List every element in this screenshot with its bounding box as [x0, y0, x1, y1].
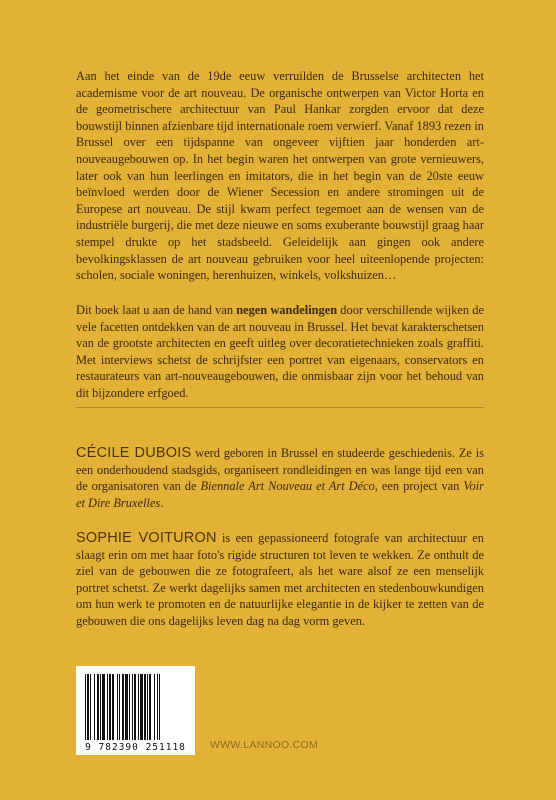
barcode-bar	[140, 674, 143, 740]
barcode-bar	[154, 674, 155, 740]
barcode-bar	[129, 674, 130, 740]
author-bio-1-text-b: , een project van	[374, 479, 464, 494]
barcode-bar	[147, 674, 148, 740]
barcode-bar	[90, 674, 91, 740]
barcode-bar	[144, 674, 146, 740]
barcode-bar	[157, 674, 158, 740]
barcode-bar	[109, 674, 111, 740]
publisher-website: WWW.LANNOO.COM	[210, 739, 319, 751]
author-bio-1	[76, 445, 484, 511]
barcode-bar	[107, 674, 108, 740]
author-bio-1-italic-a: Biennale Art Nouveau et Art Déco	[200, 479, 375, 494]
isbn-barcode	[76, 666, 195, 755]
author-name-1: CÉCILE DUBOIS	[76, 445, 192, 461]
barcode-bar	[138, 674, 139, 740]
section-divider	[76, 407, 484, 408]
author-name-2: SOPHIE VOITURON	[76, 530, 217, 546]
intro-paragraph-2-highlight: negen wandelingen	[236, 303, 338, 317]
author-bio-2-text: is een gepassioneerd fotografe van architectuur en slaagt erin om met haar foto's rigide structuren tot leven te wekken. Ze onthult de ziel van de gebouwen die ze fotografeert, als het ware alsof ze een menselijk portret schetst. Ze werkt dagelijks samen met architecten en stedenbouwkundigen om hun werk te promoten en de natuurlijke elegantie in de kijker te zetten van de gebouwen die ons dagelijks leven dag na dag vorm geven.	[76, 531, 484, 628]
intro-paragraph-2-end: door verschillende wijken de vele facetten ontdekken van de art nouveau in Brussel. Het bevat karakterschetsen van de grootste architecten en geeft uitleg over decoratietechnieken zoals graffiti. Met interviews schetst de schrijfster een portret van eigenaars, conservators en restaurateurs van art-nouveaugebouwen, die onmisbaar zijn voor het behoud van dit bijzondere erfgoed.	[76, 303, 484, 400]
barcode-bar	[112, 674, 114, 740]
author-bio-1-text-c: .	[160, 495, 164, 510]
barcode-bar	[85, 674, 86, 740]
intro-paragraph-2	[76, 302, 484, 402]
barcode-bar	[94, 674, 95, 740]
barcode-bar	[159, 674, 160, 740]
barcode-bar	[97, 674, 99, 740]
barcode-bar	[100, 674, 101, 740]
barcode-bar	[117, 674, 118, 740]
barcode-bar	[149, 674, 151, 740]
author-bio-2	[76, 530, 484, 630]
barcode-bar	[87, 674, 89, 740]
intro-paragraph-1-text: Aan het einde van de 19de eeuw verruilden de Brusselse architecten het academisme voor de art nouveau. De organische ontwerpen van Victor Horta en de geometrischere architectuur van Paul Hankar zorgden ervoor dat deze bouwstijl binnen afzienbare tijd internationale roem verwierf. Vanaf 1893 rezen in Brussel over een tijdspanne van ongeveer vijftien jaar honderden art-nouveaugebouwen op. In het begin waren het ontwerpen van grote vernieuwers, later ook van hun leerlingen en imitators, die in het begin van de 20ste eeuw beïnvloed werden door de Wiener Secession en andere stromingen uit de Europese art nouveau. De stijl kwam perfect tegemoet aan de wensen van de industriële burgerij, die met deze nieuwe en soms exuberante bouwstijl graag haar stempel drukte op het stadsbeeld. Geleidelijk aan gingen ook andere bevolkingsklassen de art nouveau gebruiken voor heel uiteenlopende projecten: scholen, sociale woningen, herenhuizen, winkels, volkshuizen…	[76, 69, 484, 283]
barcode-bar	[134, 674, 136, 740]
author-bio-1-italic-b: Voir et Dire Bruxelles	[76, 479, 484, 510]
author-bio-1-text-a: werd geboren in Brussel en studeerde geschiedenis. Ze is een onderhoudend stadsgids, organiseert rondleidingen en was lange tijd een van de organisatoren van de	[76, 446, 484, 494]
isbn-number: 9 782390 251118	[85, 742, 186, 753]
barcode-bar	[132, 674, 133, 740]
barcode-bar	[102, 674, 105, 740]
intro-paragraph-2-start: Dit boek laat u aan de hand van	[76, 303, 237, 317]
barcode-bar	[125, 674, 128, 740]
barcode-bar	[119, 674, 120, 740]
intro-paragraph-1	[76, 68, 484, 284]
barcode-bar	[122, 674, 124, 740]
